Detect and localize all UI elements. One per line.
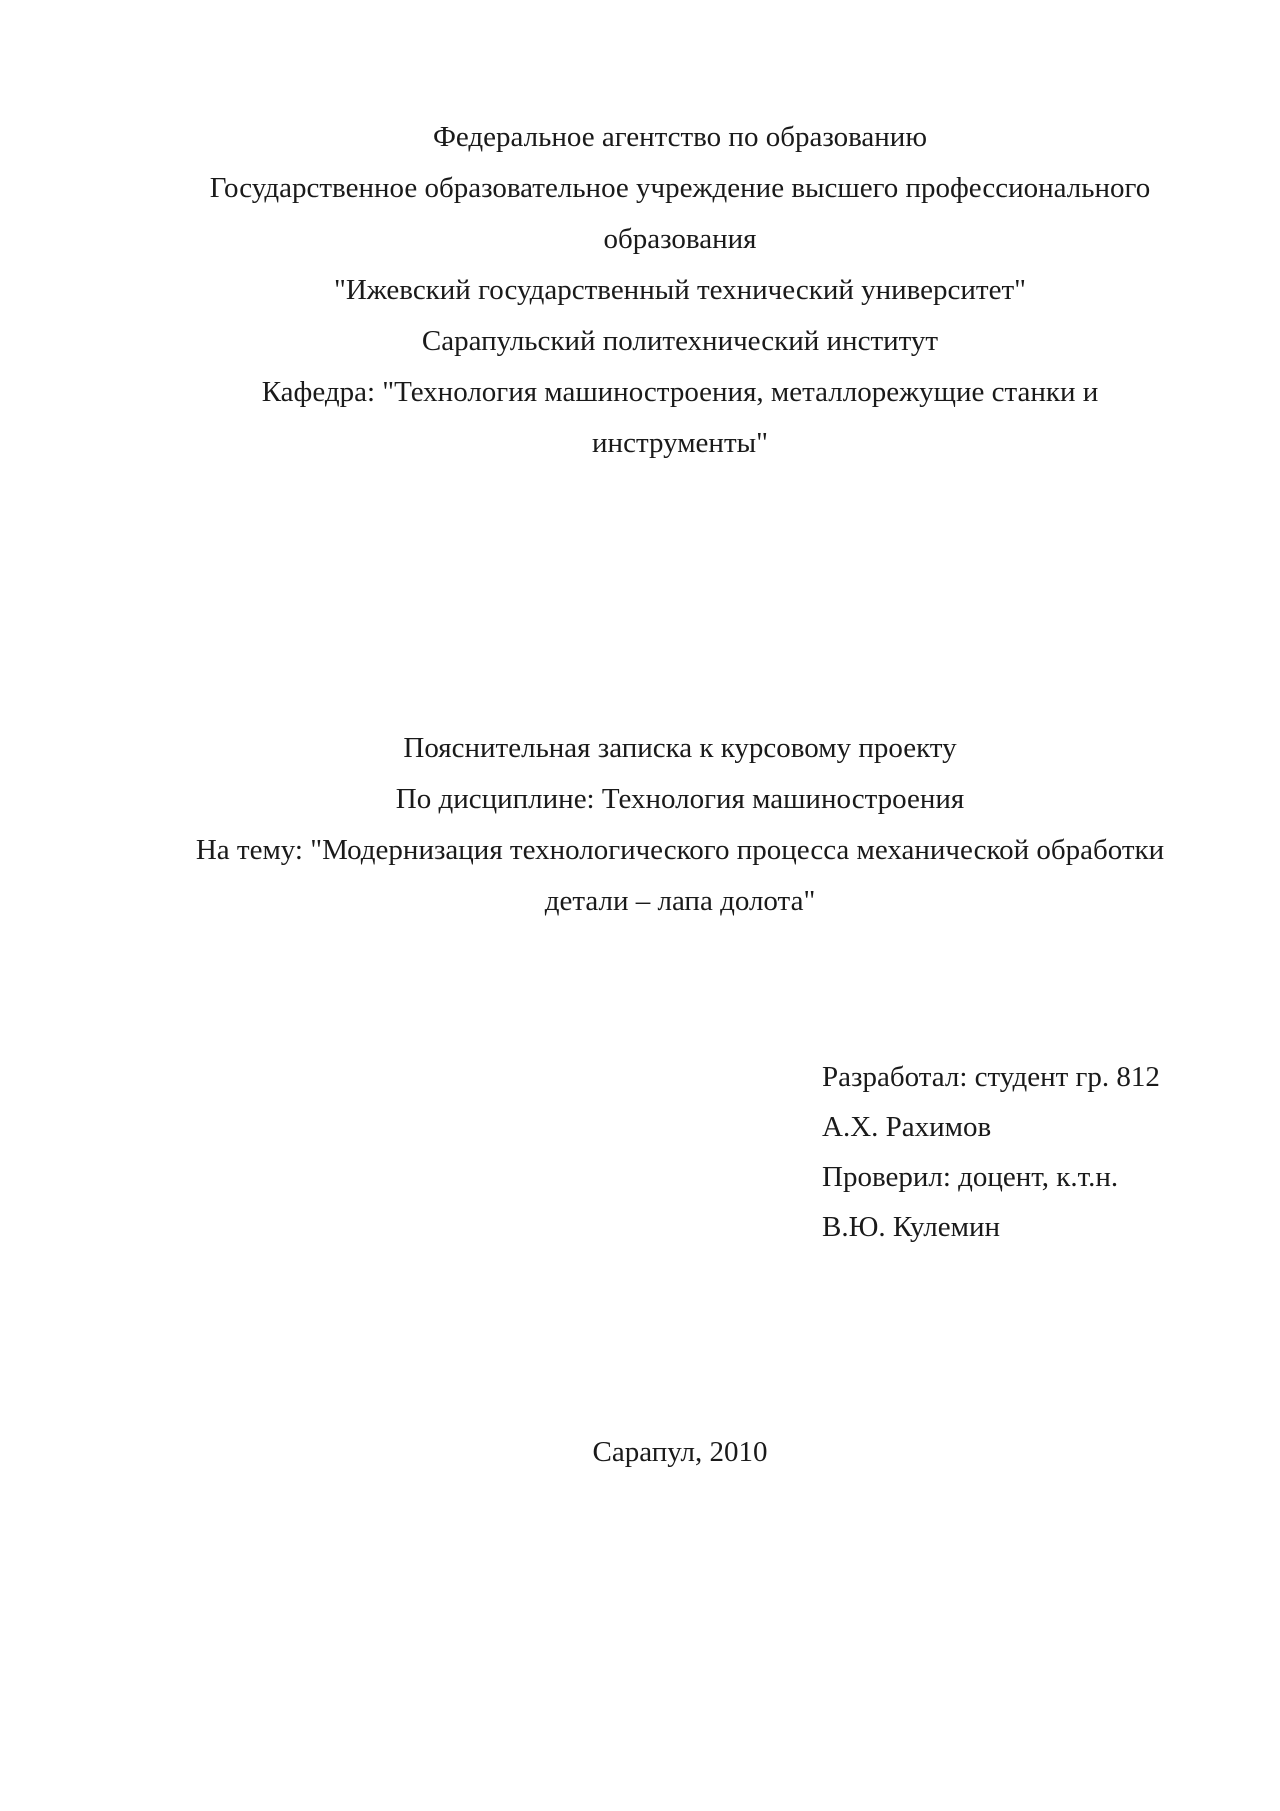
checked-by: Проверил: доцент, к.т.н. — [822, 1161, 1119, 1193]
discipline: По дисциплине: Технология машиностроения — [395, 783, 965, 815]
topic-line-1: На тему: "Модернизация технологического процесса механической обработки — [195, 834, 1165, 866]
developed-by: Разработал: студент гр. 812 — [822, 1061, 1160, 1093]
institution-header — [170, 112, 1190, 469]
city-year-footer — [170, 1427, 1190, 1478]
signature-block — [822, 1052, 1242, 1252]
department-line-1: Кафедра: "Технология машиностроения, металлорежущие станки и — [261, 376, 1099, 408]
department-line-2: инструменты" — [592, 427, 768, 459]
document-title — [170, 723, 1190, 927]
institution-name-line-2: образования — [603, 223, 757, 255]
student-name: А.Х. Рахимов — [822, 1111, 992, 1143]
checker-name: В.Ю. Кулемин — [822, 1211, 1001, 1243]
city-year: Сарапул, 2010 — [592, 1436, 768, 1468]
university-name: "Ижевский государственный технический университет" — [333, 274, 1026, 306]
document-type: Пояснительная записка к курсовому проекту — [403, 732, 957, 764]
topic-line-2: детали – лапа долота" — [544, 885, 816, 917]
institution-name-line-1: Государственное образовательное учреждение высшего профессионального — [209, 172, 1151, 204]
agency-name: Федеральное агентство по образованию — [432, 121, 927, 153]
institute-name: Сарапульский политехнический институт — [421, 325, 939, 357]
